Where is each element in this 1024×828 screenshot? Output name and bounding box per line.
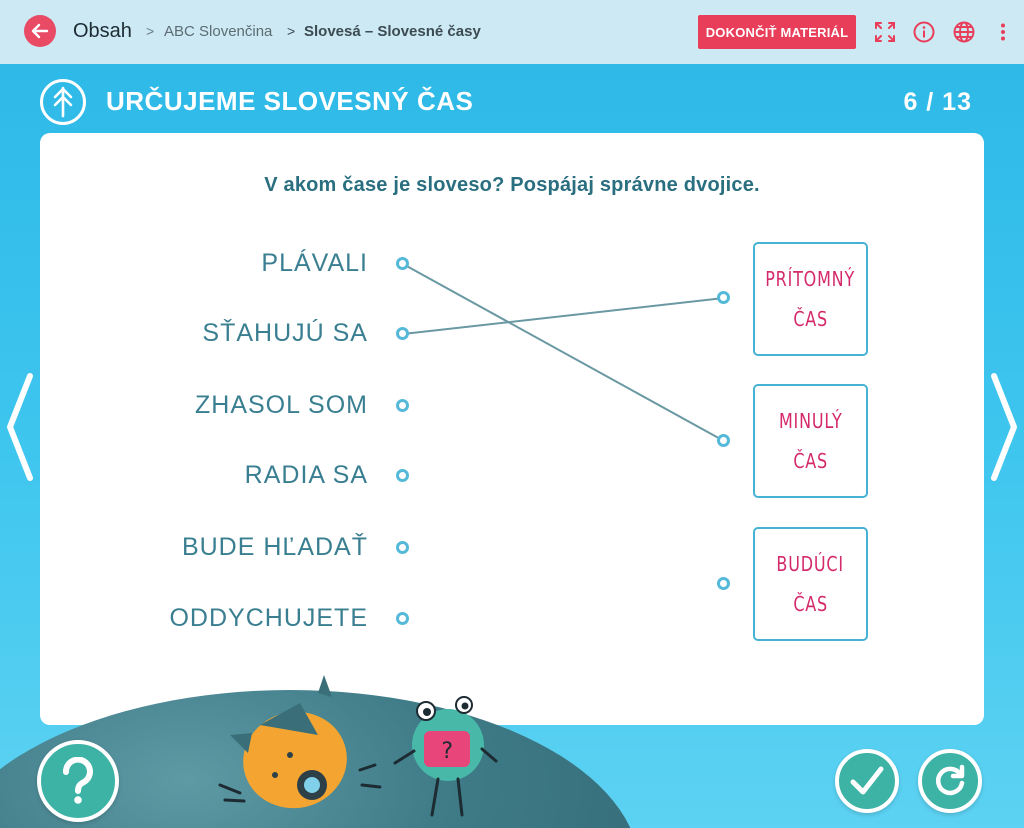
- reset-button[interactable]: [918, 749, 982, 813]
- svg-text:?: ?: [440, 739, 454, 764]
- more-vertical-icon[interactable]: [991, 20, 1015, 44]
- target-label: MINULÝ: [778, 409, 843, 433]
- breadcrumb-separator: >: [287, 23, 296, 39]
- target-past-tense[interactable]: [753, 384, 868, 498]
- exercise-card: [40, 133, 984, 725]
- target-future-tense[interactable]: [753, 527, 868, 641]
- previous-page-arrow[interactable]: [4, 372, 34, 482]
- word-connector-dot[interactable]: [396, 612, 409, 625]
- fullscreen-icon[interactable]: [873, 20, 897, 44]
- next-page-arrow[interactable]: [990, 372, 1020, 482]
- target-label: ČAS: [793, 592, 828, 616]
- word-item[interactable]: ODDYCHUJETE: [169, 604, 368, 632]
- target-present-tense[interactable]: [753, 242, 868, 356]
- info-icon[interactable]: [912, 20, 936, 44]
- word-connector-dot[interactable]: [396, 327, 409, 340]
- exercise-question: V akom čase je sloveso? Pospájaj správne dvojice.: [264, 174, 760, 196]
- word-connector-dot[interactable]: [396, 541, 409, 554]
- target-connector-dot[interactable]: [717, 434, 730, 447]
- breadcrumb-separator: >: [146, 23, 155, 39]
- target-connector-dot[interactable]: [717, 291, 730, 304]
- target-label: ČAS: [793, 449, 828, 473]
- target-label: ČAS: [793, 307, 828, 331]
- word-item[interactable]: ZHASOL SOM: [195, 391, 368, 419]
- word-connector-dot[interactable]: [396, 469, 409, 482]
- tree-badge: [40, 79, 86, 125]
- breadcrumb-current: Slovesá – Slovesné časy: [304, 23, 481, 40]
- page-counter: 6 / 13: [903, 88, 972, 116]
- arrow-left-icon: [31, 22, 49, 40]
- globe-icon[interactable]: [952, 20, 976, 44]
- word-connector-dot[interactable]: [396, 257, 409, 270]
- breadcrumb-parent[interactable]: ABC Slovenčina: [164, 23, 273, 40]
- characters-illustration: [200, 675, 500, 828]
- lesson-title: URČUJEME SLOVESNÝ ČAS: [106, 86, 474, 116]
- target-connector-dot[interactable]: [717, 577, 730, 590]
- word-connector-dot[interactable]: [396, 399, 409, 412]
- target-label: PRÍTOMNÝ: [765, 267, 856, 291]
- back-button[interactable]: [24, 15, 56, 47]
- word-item[interactable]: PLÁVALI: [261, 249, 368, 277]
- checkmark-icon: [850, 766, 884, 796]
- check-answers-button[interactable]: [835, 749, 899, 813]
- top-bar: [0, 0, 1024, 64]
- refresh-icon: [933, 764, 967, 798]
- tree-icon: [50, 86, 76, 118]
- word-item[interactable]: BUDE HĽADAŤ: [181, 533, 368, 561]
- target-label: BUDÚCI: [776, 552, 845, 576]
- connection-line: [403, 298, 724, 334]
- finish-material-button[interactable]: DOKONČIŤ MATERIÁL: [698, 15, 856, 49]
- word-item[interactable]: RADIA SA: [244, 461, 368, 489]
- word-item[interactable]: SŤAHUJÚ SA: [202, 319, 368, 347]
- help-button[interactable]: [37, 740, 119, 822]
- breadcrumb-root[interactable]: Obsah: [73, 20, 132, 42]
- connection-line: [403, 264, 724, 441]
- question-mark-icon: [58, 757, 98, 805]
